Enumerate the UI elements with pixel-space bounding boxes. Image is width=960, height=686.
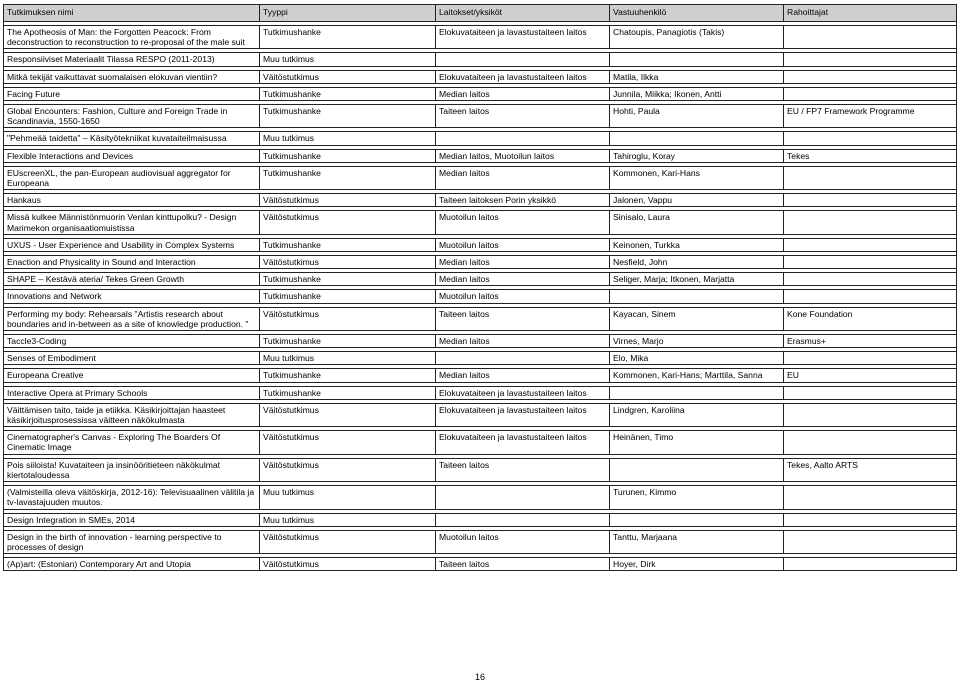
cell-type: Muu tutkimus xyxy=(260,486,436,509)
cell-type: Tutkimushanke xyxy=(260,386,436,399)
cell-type: Väitöstutkimus xyxy=(260,431,436,454)
cell-funders xyxy=(784,486,957,509)
cell-funders xyxy=(784,70,957,83)
cell-responsible-person: Lindgren, Karoliina xyxy=(610,403,784,426)
cell-departments: Median laitos xyxy=(436,335,610,348)
cell-funders xyxy=(784,53,957,66)
cell-funders xyxy=(784,431,957,454)
header-funders: Rahoittajat xyxy=(784,5,957,22)
page-number: 16 xyxy=(474,672,485,682)
cell-responsible-person xyxy=(610,458,784,481)
cell-departments: Muotoilun laitos xyxy=(436,211,610,234)
cell-type: Tutkimushanke xyxy=(260,369,436,382)
cell-type: Väitöstutkimus xyxy=(260,194,436,207)
table-row xyxy=(4,558,957,571)
cell-type: Muu tutkimus xyxy=(260,513,436,526)
cell-research-name: Facing Future xyxy=(4,87,260,100)
cell-research-name: Interactive Opera at Primary Schools xyxy=(4,386,260,399)
cell-research-name: Global Encounters: Fashion, Culture and Foreign Trade in Scandinavia, 1550-1650 xyxy=(4,105,260,128)
cell-responsible-person: Hohti, Paula xyxy=(610,105,784,128)
cell-responsible-person: Virnes, Marjo xyxy=(610,335,784,348)
cell-type: Väitöstutkimus xyxy=(260,458,436,481)
cell-funders xyxy=(784,256,957,269)
cell-research-name: Performing my body: Rehearsals "Artistis research about boundaries and in-between as a site of knowledge production. " xyxy=(4,307,260,330)
cell-responsible-person: Turunen, Kimmo xyxy=(610,486,784,509)
table-header-row xyxy=(4,5,957,22)
header-responsible-person: Vastuuhenkilö xyxy=(610,5,784,22)
cell-departments: Muotoilun laitos xyxy=(436,530,610,553)
table-row xyxy=(4,105,957,128)
cell-departments: Taiteen laitos xyxy=(436,307,610,330)
cell-responsible-person: Tahiroglu, Koray xyxy=(610,149,784,162)
table-row xyxy=(4,256,957,269)
cell-type: Väitöstutkimus xyxy=(260,403,436,426)
cell-type: Tutkimushanke xyxy=(260,335,436,348)
cell-funders xyxy=(784,166,957,189)
cell-research-name: (Ap)art: (Estonian) Contemporary Art and Utopia xyxy=(4,558,260,571)
table-row xyxy=(4,431,957,454)
cell-departments: Elokuvataiteen ja lavastustaiteen laitos xyxy=(436,26,610,49)
cell-departments: Median laitos xyxy=(436,256,610,269)
cell-research-name: Mitkä tekijät vaikuttavat suomalaisen elokuvan vientiin? xyxy=(4,70,260,83)
table-row xyxy=(4,386,957,399)
cell-type: Tutkimushanke xyxy=(260,273,436,286)
cell-research-name: SHAPE – Kestävä ateria/ Tekes Green Growth xyxy=(4,273,260,286)
cell-funders: Erasmus+ xyxy=(784,335,957,348)
cell-type: Väitöstutkimus xyxy=(260,211,436,234)
cell-responsible-person: Heinänen, Timo xyxy=(610,431,784,454)
research-table-sheet xyxy=(3,4,956,571)
cell-funders: Tekes xyxy=(784,149,957,162)
table-body xyxy=(4,22,957,571)
cell-departments: Median laitos xyxy=(436,87,610,100)
table-row xyxy=(4,87,957,100)
cell-funders xyxy=(784,238,957,251)
cell-departments: Taiteen laitos xyxy=(436,105,610,128)
table-row xyxy=(4,458,957,481)
table-row xyxy=(4,26,957,49)
cell-type: Muu tutkimus xyxy=(260,53,436,66)
cell-responsible-person: Jalonen, Vappu xyxy=(610,194,784,207)
cell-funders: Kone Foundation xyxy=(784,307,957,330)
table-row xyxy=(4,211,957,234)
cell-responsible-person: Kayacan, Sinem xyxy=(610,307,784,330)
cell-research-name: "Pehmeää taidetta" – Käsityötekniikat kuvataiteilmaisussa xyxy=(4,132,260,145)
cell-funders xyxy=(784,403,957,426)
cell-responsible-person xyxy=(610,386,784,399)
cell-departments: Median laitos xyxy=(436,166,610,189)
cell-type: Tutkimushanke xyxy=(260,238,436,251)
cell-type: Tutkimushanke xyxy=(260,87,436,100)
cell-responsible-person: Keinonen, Turkka xyxy=(610,238,784,251)
cell-funders xyxy=(784,132,957,145)
table-row xyxy=(4,335,957,348)
table-row xyxy=(4,369,957,382)
cell-type: Väitöstutkimus xyxy=(260,307,436,330)
table-row xyxy=(4,307,957,330)
cell-funders xyxy=(784,352,957,365)
cell-funders xyxy=(784,26,957,49)
cell-funders xyxy=(784,558,957,571)
research-projects-table xyxy=(3,4,957,571)
cell-responsible-person: Kommonen, Kari-Hans; Marttila, Sanna xyxy=(610,369,784,382)
cell-departments: Elokuvataiteen ja lavastustaiteen laitos xyxy=(436,386,610,399)
cell-departments xyxy=(436,132,610,145)
cell-responsible-person: Kommonen, Kari-Hans xyxy=(610,166,784,189)
cell-type: Tutkimushanke xyxy=(260,26,436,49)
cell-funders xyxy=(784,87,957,100)
cell-responsible-person: Junnila, Miikka; Ikonen, Antti xyxy=(610,87,784,100)
cell-research-name: Flexible Interactions and Devices xyxy=(4,149,260,162)
cell-research-name: Cinematographer's Canvas - Exploring The Boarders Of Cinematic Image xyxy=(4,431,260,454)
cell-research-name: Responsiiviset Materiaalit Tilassa RESPO (2011-2013) xyxy=(4,53,260,66)
cell-research-name: Hankaus xyxy=(4,194,260,207)
cell-research-name: Taccle3-Coding xyxy=(4,335,260,348)
cell-responsible-person xyxy=(610,290,784,303)
cell-responsible-person: Hoyer, Dirk xyxy=(610,558,784,571)
cell-responsible-person: Tanttu, Marjaana xyxy=(610,530,784,553)
cell-type: Väitöstutkimus xyxy=(260,530,436,553)
cell-research-name: (Valmisteilla oleva väitöskirja, 2012-16): Televisuaalinen välitila ja tv-lavastajuuden muutos. xyxy=(4,486,260,509)
cell-research-name: UXUS - User Experience and Usability in Complex Systems xyxy=(4,238,260,251)
cell-departments: Muotoilun laitos xyxy=(436,238,610,251)
table-row xyxy=(4,132,957,145)
cell-responsible-person: Elo, Mika xyxy=(610,352,784,365)
header-type: Tyyppi xyxy=(260,5,436,22)
cell-funders: EU / FP7 Framework Programme xyxy=(784,105,957,128)
cell-type: Muu tutkimus xyxy=(260,352,436,365)
cell-research-name: Europeana Creative xyxy=(4,369,260,382)
cell-departments: Median laitos xyxy=(436,273,610,286)
cell-research-name: Pois siiloista! Kuvataiteen ja insinööritieteen näkökulmat kiertotaloudessa xyxy=(4,458,260,481)
cell-departments xyxy=(436,486,610,509)
cell-departments: Elokuvataiteen ja lavastustaiteen laitos xyxy=(436,431,610,454)
table-row xyxy=(4,194,957,207)
cell-departments: Median laitos, Muotoilun laitos xyxy=(436,149,610,162)
cell-type: Tutkimushanke xyxy=(260,105,436,128)
cell-departments xyxy=(436,513,610,526)
cell-research-name: Design Integration in SMEs, 2014 xyxy=(4,513,260,526)
cell-type: Väitöstutkimus xyxy=(260,256,436,269)
table-row xyxy=(4,486,957,509)
cell-type: Tutkimushanke xyxy=(260,149,436,162)
table-row xyxy=(4,238,957,251)
cell-funders xyxy=(784,290,957,303)
cell-responsible-person: Matila, Ilkka xyxy=(610,70,784,83)
cell-research-name: Missä kulkee Männistönmuorin Venlan kinttupolku? - Design Marimekon organisaatiomuistissa xyxy=(4,211,260,234)
table-row xyxy=(4,403,957,426)
table-row xyxy=(4,53,957,66)
table-row xyxy=(4,149,957,162)
cell-departments: Taiteen laitoksen Porin yksikkö xyxy=(436,194,610,207)
cell-research-name: Senses of Embodiment xyxy=(4,352,260,365)
cell-research-name: Enaction and Physicality in Sound and Interaction xyxy=(4,256,260,269)
cell-funders: Tekes, Aalto ARTS xyxy=(784,458,957,481)
cell-responsible-person xyxy=(610,53,784,66)
cell-funders xyxy=(784,513,957,526)
cell-responsible-person: Seliger, Marja; Itkonen, Marjatta xyxy=(610,273,784,286)
cell-research-name: Design in the birth of innovation - learning perspective to processes of design xyxy=(4,530,260,553)
table-row xyxy=(4,513,957,526)
table-row xyxy=(4,352,957,365)
cell-type: Väitöstutkimus xyxy=(260,558,436,571)
cell-funders xyxy=(784,211,957,234)
cell-research-name: Väittämisen taito, taide ja etiikka. Käsikirjoittajan haasteet käsikirjoitusprosessissa väitteen näkökulmasta xyxy=(4,403,260,426)
table-row xyxy=(4,166,957,189)
cell-research-name: EUscreenXL, the pan-European audiovisual aggregator for Europeana xyxy=(4,166,260,189)
cell-departments xyxy=(436,352,610,365)
header-departments: Laitokset/yksiköt xyxy=(436,5,610,22)
cell-research-name: The Apotheosis of Man: the Forgotten Peacock: From deconstruction to reconstruction to re-proposal of the male suit xyxy=(4,26,260,49)
header-research-name: Tutkimuksen nimi xyxy=(4,5,260,22)
cell-responsible-person: Nesfield, John xyxy=(610,256,784,269)
cell-responsible-person: Sinisalo, Laura xyxy=(610,211,784,234)
cell-responsible-person xyxy=(610,513,784,526)
cell-departments: Muotoilun laitos xyxy=(436,290,610,303)
cell-type: Muu tutkimus xyxy=(260,132,436,145)
table-row xyxy=(4,70,957,83)
cell-funders xyxy=(784,194,957,207)
cell-departments: Taiteen laitos xyxy=(436,458,610,481)
cell-funders xyxy=(784,530,957,553)
cell-departments: Median laitos xyxy=(436,369,610,382)
cell-departments: Elokuvataiteen ja lavastustaiteen laitos xyxy=(436,70,610,83)
cell-type: Väitöstutkimus xyxy=(260,70,436,83)
table-row xyxy=(4,530,957,553)
cell-research-name: Innovations and Network xyxy=(4,290,260,303)
cell-funders xyxy=(784,273,957,286)
table-row xyxy=(4,290,957,303)
cell-type: Tutkimushanke xyxy=(260,290,436,303)
cell-departments: Elokuvataiteen ja lavastustaiteen laitos xyxy=(436,403,610,426)
cell-responsible-person xyxy=(610,132,784,145)
cell-funders: EU xyxy=(784,369,957,382)
cell-funders xyxy=(784,386,957,399)
cell-departments xyxy=(436,53,610,66)
table-row xyxy=(4,273,957,286)
cell-departments: Taiteen laitos xyxy=(436,558,610,571)
cell-type: Tutkimushanke xyxy=(260,166,436,189)
cell-responsible-person: Chatoupis, Panagiotis (Takis) xyxy=(610,26,784,49)
